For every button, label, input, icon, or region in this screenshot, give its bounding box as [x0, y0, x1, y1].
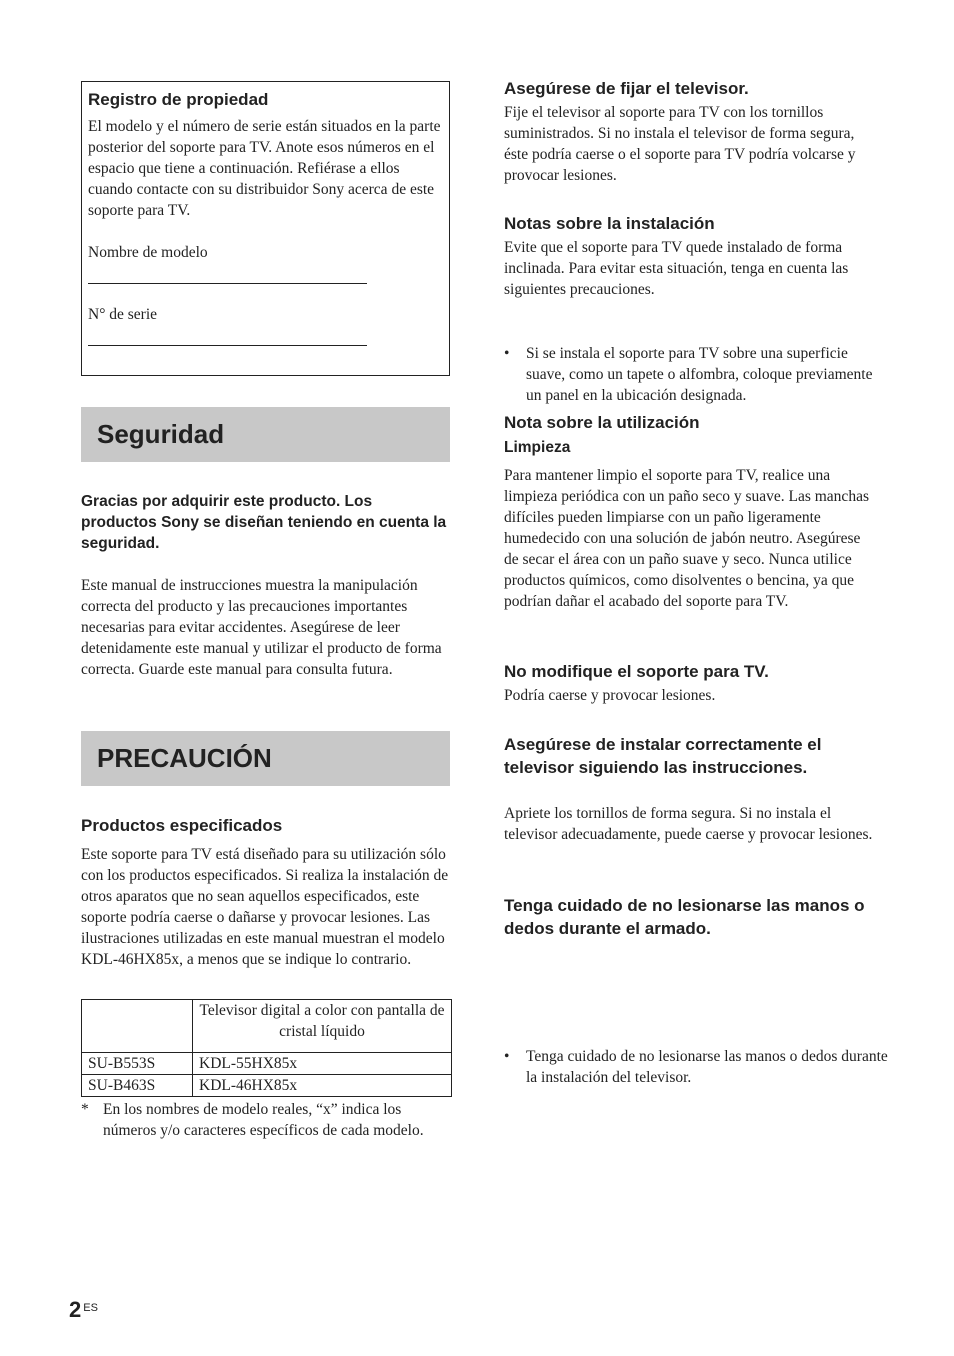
table-header-tv: Televisor digital a color con pantalla de cristal líquido: [193, 1000, 452, 1053]
instalacion-title: Notas sobre la instalación: [504, 214, 715, 233]
registro-box: [81, 81, 450, 376]
seguridad-heading: Seguridad: [97, 419, 225, 449]
registro-text: El modelo y el número de serie están situados en la parte posterior del soporte para TV. Anote esos números en el espacio que tiene a continuación. Refiérase a ellos cuando contacte con su distribuidor Sony acerca de este soporte para TV.: [88, 118, 441, 219]
cuidado-title: Tenga cuidado de no lesionarse las manos o dedos durante el armado.: [504, 896, 865, 938]
modifique-text: Podría caerse y provocar lesiones.: [504, 687, 716, 704]
instalar-title: Asegúrese de instalar correctamente el televisor siguiendo las instrucciones.: [504, 735, 822, 777]
seguridad-text: Este manual de instrucciones muestra la manipulación correcta del producto y las precauciones importantes necesarias para evitar accidentes. Asegúrese de leer detenidamente este manual y utilizar el producto de forma correcta. Guarde este manual para consulta futura.: [81, 577, 442, 678]
instalacion-bullet-text: Si se instala el soporte para TV sobre una superficie suave, como un tapete o alfombra, coloque previamente un panel en la ubicación designada.: [526, 345, 873, 404]
instalacion-text: Evite que el soporte para TV quede instalado de forma inclinada. Para evitar esta situación, tenga en cuenta las siguientes precauciones.: [504, 239, 849, 298]
seguridad-intro: Gracias por adquirir este producto. Los productos Sony se diseñan teniendo en cuenta la seguridad.: [81, 493, 447, 552]
page-number-value: 2: [69, 1297, 82, 1322]
cuidado-bullet: [504, 1046, 898, 1088]
table-cell-stand: SU-B463S: [82, 1075, 193, 1097]
bullet-mark: •: [504, 1048, 510, 1065]
page-lang: ES: [83, 1302, 98, 1314]
limpieza-text: Para mantener limpio el soporte para TV, realice una limpieza periódica con un paño seco y suave. Las manchas difíciles pueden limpiarse con un paño ligeramente humedecido con una solución de jabón neutro. Asegúrese de secar el área con un paño suave y seco. Nunca utilice productos químicos, como disolventes o bencina, ya que podrían dañar el acabado del soporte para TV.: [504, 467, 869, 610]
table-row: [82, 1075, 452, 1097]
table-cell-tv: KDL-46HX85x: [193, 1075, 452, 1097]
instalar-text: Apriete los tornillos de forma segura. Si no instala el televisor adecuadamente, puede caerse y provocar lesiones.: [504, 805, 873, 843]
utilizacion-title: Nota sobre la utilización: [504, 413, 700, 432]
serial-line: [88, 345, 367, 346]
fijar-title: Asegúrese de fijar el televisor.: [504, 79, 749, 98]
instalacion-bullet: [504, 343, 876, 406]
modifique-title: No modifique el soporte para TV.: [504, 662, 769, 681]
table-cell-tv: KDL-55HX85x: [193, 1053, 452, 1075]
productos-especificados-title: Productos especificados: [81, 816, 283, 835]
table-row: [82, 1053, 452, 1075]
limpieza-title: Limpieza: [504, 439, 571, 456]
cuidado-bullet-text: Tenga cuidado de no lesionarse las manos o dedos durante la instalación del televisor.: [526, 1048, 888, 1086]
footnote-text: En los nombres de modelo reales, “x” indica los números y/o caracteres específicos de cada modelo.: [103, 1101, 424, 1139]
table-cell-stand: SU-B553S: [82, 1053, 193, 1075]
page-number: [69, 1297, 98, 1323]
seguridad-banner: [81, 407, 450, 462]
fijar-text: Fije el televisor al soporte para TV con los tornillos suministrados. Si no instala el televisor de forma segura, éste podría caerse o el soporte para TV podría volcarse y provocar lesiones.: [504, 104, 856, 184]
productos-especificados-text: Este soporte para TV está diseñado para su utilización sólo con los productos especificados. Si realiza la instalación de otros aparatos que no sean aquellos especificados, este soporte podría caerse o dañarse y provocar lesiones. Las ilustraciones utilizadas en este manual muestran el modelo KDL-46HX85x, a menos que se indique lo contrario.: [81, 846, 449, 968]
table-footnote: [81, 1099, 451, 1141]
precaucion-heading: PRECAUCIÓN: [97, 743, 272, 773]
model-name-line: [88, 283, 367, 284]
precaucion-banner: [81, 731, 450, 786]
serial-label: N° de serie: [88, 306, 158, 323]
models-table: [81, 999, 452, 1097]
bullet-mark: •: [504, 345, 510, 362]
model-name-label: Nombre de modelo: [88, 244, 208, 261]
footnote-mark: *: [81, 1101, 89, 1118]
table-header-empty: [82, 1000, 193, 1053]
table-header-row: [82, 1000, 452, 1053]
registro-title: Registro de propiedad: [88, 90, 269, 109]
